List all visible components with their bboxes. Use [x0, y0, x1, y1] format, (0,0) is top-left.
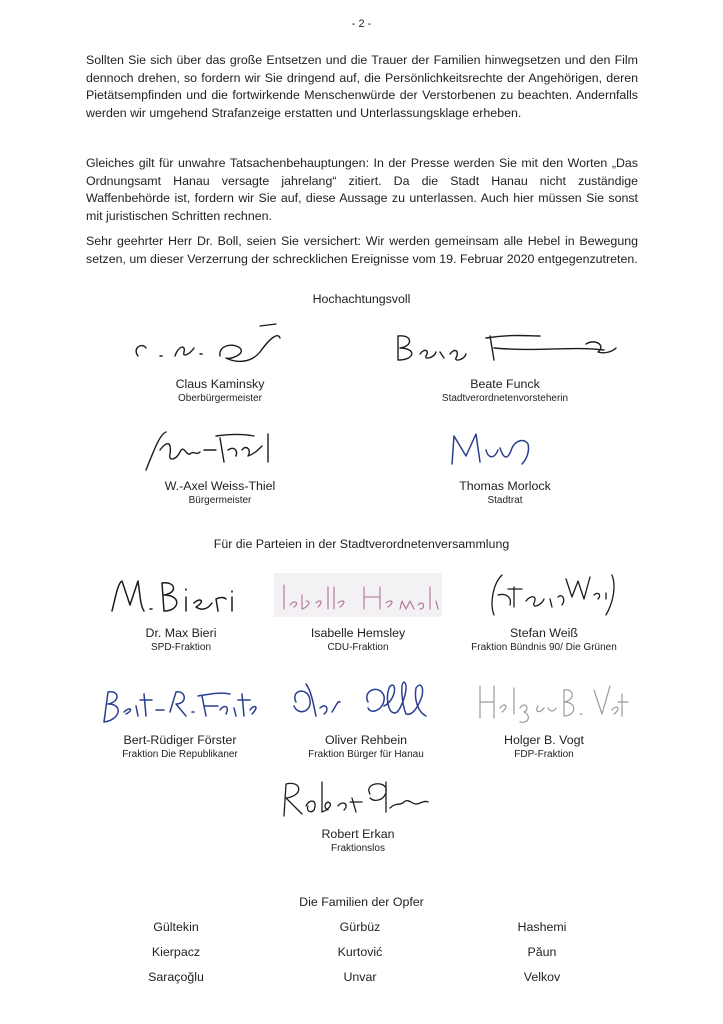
handwritten-signature	[390, 318, 620, 376]
paragraph-2: Gleiches gilt für unwahre Tatsachenbehauptungen: In der Presse werden Sie mit den Worten „Das Ordnungsamt Hanau versagte jahrelang“ zitiert. Da die Stadt Hanau nicht zuständige Waffenbehörde ist, fordern wir Sie auf, diese Aussage zu unterlassen. Auch hier müssen Sie sonst mit juristischen Schritten rechnen.	[86, 156, 638, 223]
official-role: Oberbürgermeister	[178, 393, 262, 404]
official-name: W.-Axel Weiss-Thiel	[164, 479, 276, 493]
closing: Hochachtungsvoll	[312, 292, 411, 306]
handwritten-signature	[120, 420, 320, 478]
party-member-role: SPD-Fraktion	[150, 642, 211, 653]
paragraph-3: Sehr geehrter Herr Dr. Boll, seien Sie versichert: Wir werden gemeinsam alle Hebel in Bewegung setzen, um dieser Verzerrung der schrecklichen Ereignisse vom 19. Februar 2020 entgegenzutreten.	[86, 234, 638, 266]
signature-block-weiss	[454, 565, 634, 654]
family-name: Hashemi	[517, 920, 567, 934]
signature-block-morlock	[390, 420, 620, 507]
handwritten-signature	[454, 565, 634, 625]
family-name: Gürbüz	[339, 920, 381, 934]
handwritten-signature	[96, 565, 266, 625]
handwritten-signature	[454, 672, 634, 732]
page-number: - 2 -	[351, 18, 372, 30]
signature-block-bieri	[96, 565, 266, 654]
party-member-name: Stefan Weiß	[510, 626, 578, 640]
official-role: Bürgermeister	[188, 495, 252, 506]
party-member-name: Robert Erkan	[321, 827, 395, 841]
paragraph-1: Sollten Sie sich über das große Entsetzen und die Trauer der Familien hinwegsetzen und den Film dennoch drehen, so fordern wir Sie dringend auf, die Persönlichkeitsrechte der Angehörigen, deren Pietätsempfinden und die fortwirkende Menschenwürde der Verstorbenen zu beachten. Andernfalls werden wir umgehend Strafanzeige erstatten und Unterlassungsklage erheben.	[86, 53, 638, 120]
party-member-name: Bert-Rüdiger Förster	[123, 733, 237, 747]
handwritten-signature	[268, 768, 448, 826]
family-name: Saraçoğlu	[148, 970, 204, 984]
party-member-name: Holger B. Vogt	[504, 733, 584, 747]
family-name: Unvar	[343, 970, 377, 984]
handwritten-signature	[90, 672, 270, 732]
official-role: Stadtverordnetenvorsteherin	[441, 393, 569, 404]
party-member-name: Oliver Rehbein	[325, 733, 407, 747]
signature-block-rehbein	[276, 672, 456, 761]
signature-block-foerster	[90, 672, 270, 761]
party-member-role: FDP-Fraktion	[514, 749, 574, 760]
handwritten-signature	[390, 420, 620, 478]
family-name: Kurtović	[337, 945, 383, 959]
party-member-role: CDU-Fraktion	[327, 642, 389, 653]
families-heading: Die Familien der Opfer	[299, 895, 424, 909]
signature-block-hemsley	[268, 565, 448, 654]
party-member-name: Dr. Max Bieri	[145, 626, 217, 640]
family-name: Velkov	[523, 970, 561, 984]
signature-block-weiss-thiel	[120, 420, 320, 507]
signature-block-funck	[390, 318, 620, 405]
parties-heading: Für die Parteien in der Stadtverordnetenversammlung	[213, 537, 510, 551]
handwritten-signature	[276, 672, 456, 732]
party-member-role: Fraktionslos	[331, 843, 385, 854]
official-role: Stadtrat	[487, 495, 523, 506]
family-name: Gültekin	[153, 920, 199, 934]
party-member-role: Fraktion Die Republikaner	[122, 749, 238, 760]
handwritten-signature	[120, 318, 320, 376]
official-name: Thomas Morlock	[459, 479, 551, 493]
handwritten-signature	[268, 565, 448, 625]
signature-block-kaminsky	[120, 318, 320, 405]
family-name: Kierpacz	[151, 945, 201, 959]
official-name: Beate Funck	[470, 377, 540, 391]
family-name: Păun	[527, 945, 557, 959]
signature-block-erkan	[268, 768, 448, 855]
party-member-name: Isabelle Hemsley	[310, 626, 406, 640]
party-member-role: Fraktion Bürger für Hanau	[308, 749, 424, 760]
official-name: Claus Kaminsky	[175, 377, 265, 391]
party-member-role: Fraktion Bündnis 90/ Die Grünen	[471, 642, 617, 653]
signature-block-vogt	[454, 672, 634, 761]
